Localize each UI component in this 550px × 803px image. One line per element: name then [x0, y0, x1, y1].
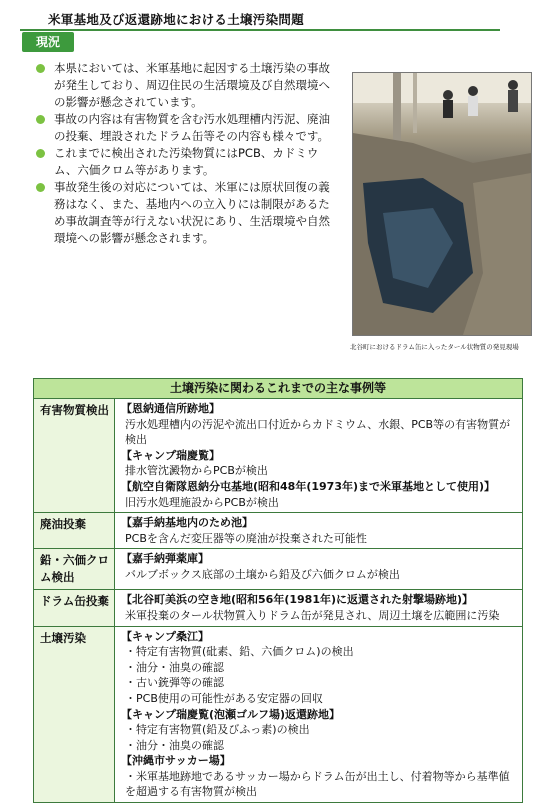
entry-heading: 【嘉手納弾薬庫】 — [121, 552, 209, 566]
list-item — [36, 145, 336, 179]
row-content — [115, 590, 522, 625]
bullet-dot-icon — [36, 115, 45, 124]
row-label: 廃油投棄 — [34, 513, 115, 548]
row-label: 鉛・六価クロム検出 — [34, 549, 115, 589]
entry-text: ・特定有害物質(鉛及びふっ素)の検出 ・油分・油臭の確認 — [125, 723, 310, 752]
list-item — [36, 60, 336, 111]
entry-text: 旧汚水処理施設からPCBが検出 — [125, 495, 279, 509]
table-row — [34, 549, 522, 590]
table-row — [34, 513, 522, 549]
entry-heading: 【沖縄市サッカー場】 — [121, 754, 231, 768]
table-row — [34, 590, 522, 626]
entry-heading: 【キャンプ瑞慶覧(泡瀬ゴルフ場)返還跡地】 — [121, 707, 341, 721]
bullet-text: これまでに検出された汚染物質にはPCB、カドミウム、六価クロム等があります。 — [54, 146, 319, 177]
entry-heading: 【キャンプ瑞慶覧】 — [121, 448, 220, 462]
table-row — [34, 627, 522, 803]
row-label: 有害物質検出 — [34, 399, 115, 512]
bullet-dot-icon — [36, 64, 45, 73]
status-badge: 現況 — [22, 32, 74, 52]
title-underline — [20, 29, 500, 31]
entry-text: ・米軍基地跡地であるサッカー場からドラム缶が出土し、付着物等から基準値を超過する有害物質が検出 — [125, 769, 510, 799]
row-content — [115, 627, 522, 803]
entry-heading: 【北谷町美浜の空き地(昭和56年(1981年)に返還された射撃場跡地)】 — [121, 593, 474, 607]
row-content — [115, 399, 522, 512]
site-photo — [352, 72, 532, 336]
table-row — [34, 399, 522, 513]
entry-text: 排水管沈澱物からPCBが検出 — [125, 464, 268, 478]
bullet-text: 事故発生後の対応については、米軍には原状回復の義務はなく、また、基地内への立入りには制限があるため事故調査等が行えない状況にあり、生活環境や自然環境への影響が懸念されます。 — [54, 180, 330, 245]
list-item — [36, 111, 336, 145]
table-header: 土壌汚染に関わるこれまでの主な事例等 — [34, 379, 522, 399]
row-label: ドラム缶投棄 — [34, 590, 115, 625]
entry-text: PCBを含んだ変圧器等の廃油が投棄された可能性 — [125, 531, 367, 545]
entry-heading: 【恩納通信所跡地】 — [121, 402, 220, 415]
entry-text: 米軍投棄のタール状物質入りドラム缶が発見され、周辺土壌を広範囲に汚染 — [125, 608, 500, 622]
entry-heading: 【航空自衛隊恩納分屯基地(昭和48年(1973年)まで米軍基地として使用)】 — [121, 479, 496, 493]
entry-text: ・特定有害物質(砒素、鉛、六価クロム)の検出 ・油分・油臭の確認 ・古い銃弾等の確認 ・PCB使用の可能性がある安定器の回収 — [125, 645, 354, 705]
excavation-photo-icon — [353, 73, 531, 335]
entry-heading: 【キャンプ桑江】 — [121, 629, 209, 643]
page-title: 米軍基地及び返還跡地における土壌汚染問題 — [48, 12, 305, 27]
bullet-list — [36, 60, 336, 247]
bullet-dot-icon — [36, 149, 45, 158]
row-content — [115, 513, 522, 548]
photo-caption: 北谷町におけるドラム缶に入ったタール状物質の発見現場 — [350, 343, 519, 351]
entry-text: 汚水処理槽内の汚泥や流出口付近からカドミウム、水銀、PCB等の有害物質が検出 — [125, 417, 511, 447]
bullet-dot-icon — [36, 183, 45, 192]
row-content — [115, 549, 522, 589]
row-label: 土壌汚染 — [34, 627, 115, 803]
case-table — [33, 378, 523, 803]
entry-text: バルブボックス底部の土壌から鉛及び六価クロムが検出 — [125, 567, 400, 581]
bullet-text: 本県においては、米軍基地に起因する土壌汚染の事故が発生しており、周辺住民の生活環境及び自然環境への影響が懸念されています。 — [54, 61, 330, 109]
bullet-text: 事故の内容は有害物質を含む汚水処理槽内汚泥、廃油の投棄、埋設されたドラム缶等その内容も様々です。 — [54, 112, 330, 143]
entry-heading: 【嘉手納基地内のため池】 — [121, 516, 253, 530]
list-item — [36, 179, 336, 247]
